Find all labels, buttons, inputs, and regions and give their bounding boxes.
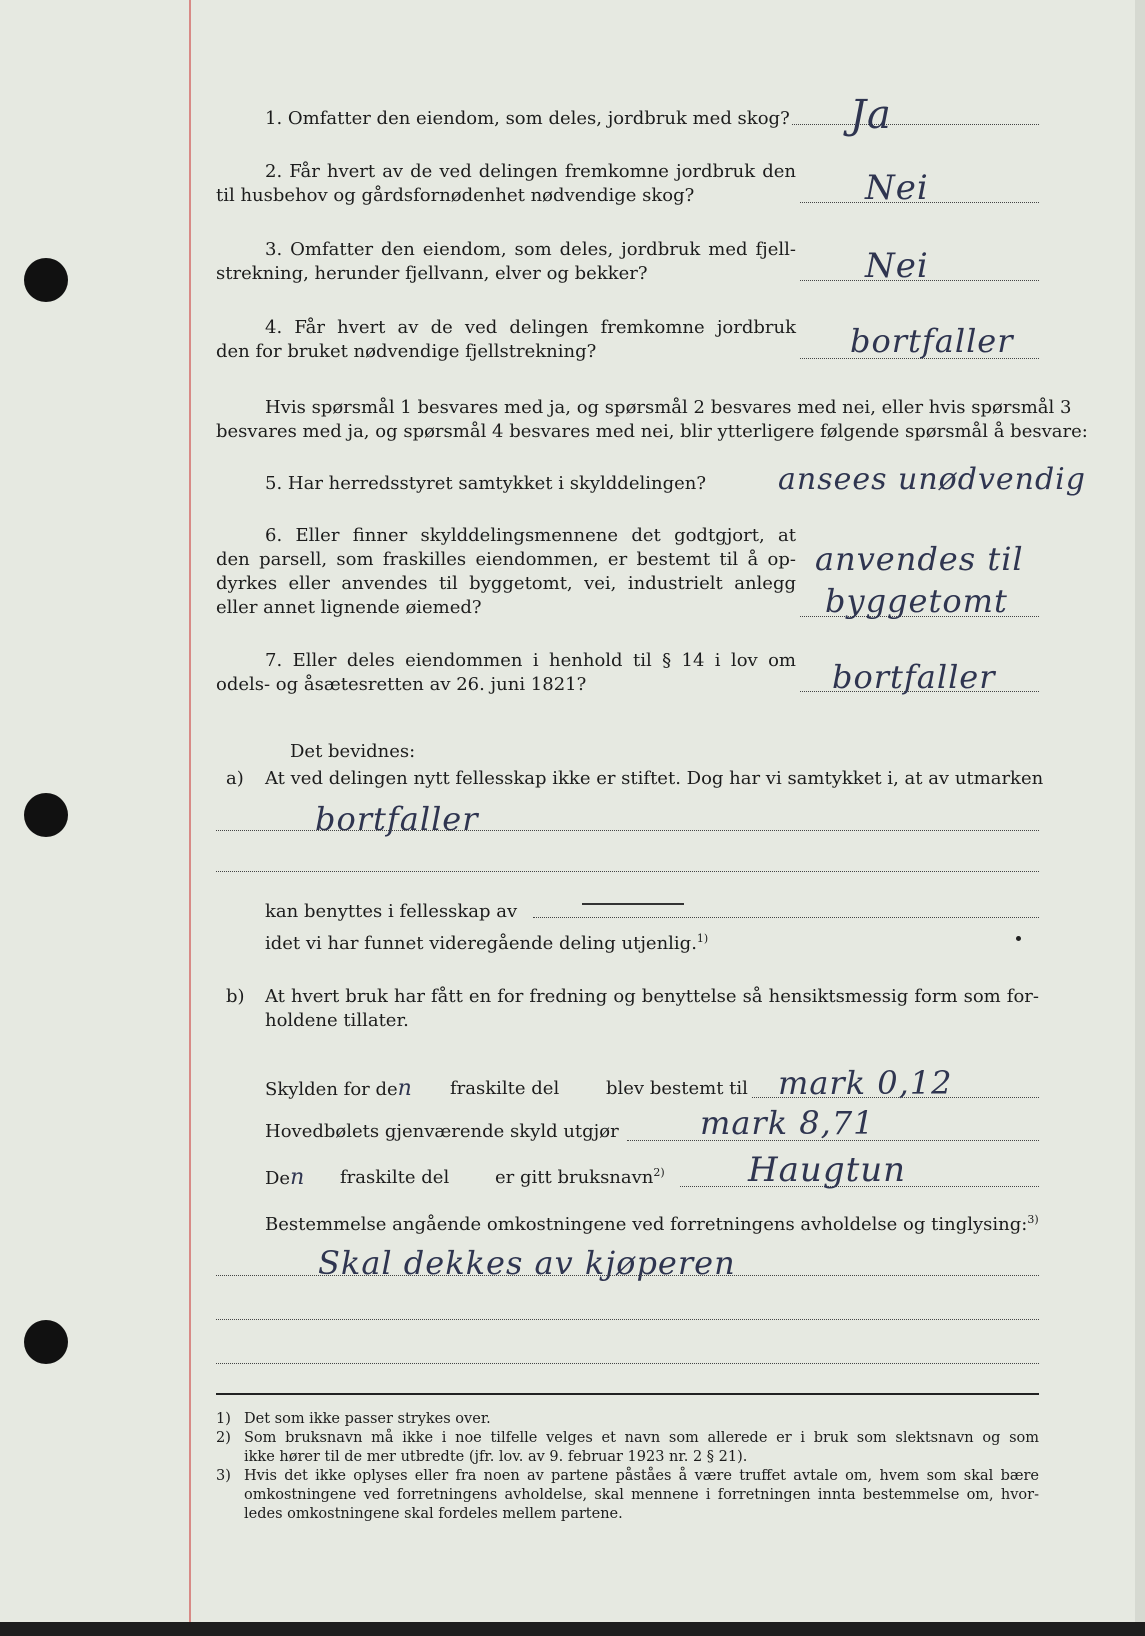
den-fraskilte: fraskilte del [340,1167,450,1188]
bestemmelse-line-3 [216,1363,1039,1364]
den-label: Den [265,1165,305,1190]
question-1: 1. Omfatter den eiendom, som deles, jordbruk med skog? [265,108,790,129]
skyld-bestemt: blev bestemt til [606,1078,748,1099]
answer-7: bortfaller [832,658,996,696]
answer-5: ansees unødvendig [778,462,1086,497]
bruksnavn-label: er gitt bruksnavn$^{2)}$ [495,1166,665,1188]
question-7: 7. Eller deles eiendommen i henhold til § 14 i lov om odels- og åsætesretten av 26. juni 1821? [216,650,796,695]
skyld-fraskilte: fraskilte del [450,1078,560,1099]
item-a-answer: bortfaller [315,800,479,838]
question-6: 6. Eller finner skylddelingsmennene det godtgjort, at den parsell, som fraskilles eiendommen, er bestemt til å op- dyrkes eller anvendes til byggetomt, vei, industrielt anlegg eller annet lignende øiemed? [216,525,796,618]
ink-speck [1016,936,1021,941]
footnote-rule [216,1393,1039,1395]
answer-1: Ja [850,92,892,138]
bruksnavn-value: Haugtun [748,1150,907,1190]
punch-hole-middle [24,793,68,837]
bestemmelse-label: Bestemmelse angående omkostningene ved forretningens avholdelse og tinglysing:$^{3)}$ [265,1213,1039,1235]
item-b-text: At hvert bruk har fått en for fredning og benyttelse så hensiktsmessig form som for- holdene tillater. [265,986,1039,1031]
skyld-label: Skylden for den [265,1076,412,1101]
bestemmelse-value: Skal dekkes av kjøperen [318,1244,736,1282]
bestemmelse-line-1 [216,1275,1039,1276]
punch-hole-bottom [24,1320,68,1364]
answer-3: Nei [865,246,929,286]
kan-benyttes-label: kan benyttes i fellesskap av [265,901,518,922]
kan-benyttes-dash [582,903,684,905]
answer-6-line-1: anvendes til [815,540,1024,578]
scan-border [0,1622,1145,1636]
hovedbol-value: mark 8,71 [700,1104,875,1142]
question-4: 4. Får hvert av de ved delingen fremkomne jordbruk den for bruket nødvendige fjellstrekning? [216,317,796,362]
answer-2: Nei [865,168,929,208]
item-a-line-2 [216,871,1039,872]
intro-paragraph: Hvis spørsmål 1 besvares med ja, og spørsmål 2 besvares med nei, eller hvis spørsmål 3 besvares med ja, og spørsmål 4 besvares med nei, blir ytterligere følgende spørsmål å besvare: [216,397,1088,442]
question-2: 2. Får hvert av de ved delingen fremkomne jordbruk den til husbehov og gårdsfornødenhet nødvendige skog? [216,161,796,206]
question-3: 3. Omfatter den eiendom, som deles, jordbruk med fjell- strekning, herunder fjellvann, elver og bekker? [216,239,796,284]
bestemmelse-line-2 [216,1319,1039,1320]
punch-hole-top [24,258,68,302]
kan-benyttes-line [533,917,1039,918]
item-a-text: At ved delingen nytt fellesskap ikke er stiftet. Dog har vi samtykket i, at av utmarken [265,768,1044,789]
item-b-label: b) [226,986,245,1007]
document-page: 1. Omfatter den eiendom, som deles, jordbruk med skog? Ja 2. Får hvert av de ved delingen fremkomne jordbruk den til husbehov og gårdsfornødenhet nødvendige skog? Nei 3. Omfatter den eiendom, som deles, jordbruk med fjell- strekning, herunder fjellvann, elver og bekker? Nei 4. Får hvert av de ved delingen fremkomne jordbruk den for bruket nødvendige fjellstrekning? bortfaller Hvis spørsmål 1 besvares med ja, og spørsmål 2 besvares med nei, eller hvis spørsmål 3 besvares med ja, og spørsmål 4 besvares med nei, blir ytterligere følgende spørsmål å besvare: 5. Har herredsstyret samtykket i skylddelingen? ansees unødvendig 6. Eller finner skylddelingsmennene det godtgjort, at den parsell, som fraskilles eiendommen, er bestemt til å op- dyrkes eller anvendes til byggetomt, vei, industrielt anlegg eller annet lignende øiemed? anvendes til byggetomt 7. Eller deles eiendommen i henhold til § 14 i lov om odels- og åsætesretten av 26. juni 1821? bortfaller Det bevidnes: a) At ved delingen nytt fellesskap ikke er stiftet. Dog har vi samtykket i, at av utmarken bortfaller kan benyttes i fellesskap av idet vi har funnet videregående deling utjenlig.$^{1)}$ b) At hvert bruk har fått en for fredning og benyttelse så hensiktsmessig form som for- holdene tillater. Skylden for den fraskilte del blev bestemt til mark 0,12 Hovedbølets gjenværende skyld utgjør mark 8,71 Den fraskilte del er gitt bruksnavn$^{2)}$ Haugtun Bestemmelse angående omkostningene ved forretningens avholdelse og tinglysing:$^{3)}$ Skal dekkes av kjøperen 1) Det som ikke passer strykes over. 2) Som bruksnavn må ikke i noe tilfelle velges et navn som allerede er i bruk som slektsnavn og som ikke hører til de mer utbredte (jfr. lov. av 9. februar 1923 nr. 2 § 21). 3) Hvis det ikke oplyses eller fra noen av partene påståes å være truffet avtale om, hvem som skal bære omkostningene ved forretningens avholdelse, skal mennene i forretningen innta bestemmelse om, hvor- ledes omkostningene skal fordeles mellem partene. [0,0,1145,1636]
margin-line [189,0,191,1636]
answer-4: bortfaller [850,322,1014,360]
question-5: 5. Har herredsstyret samtykket i skylddelingen? [265,473,706,494]
item-a-line-1 [216,830,1039,831]
item-a-label: a) [226,768,244,789]
bevidnes-heading: Det bevidnes: [290,741,416,762]
skyld-value: mark 0,12 [778,1064,953,1102]
answer-6-line-2: byggetomt [825,582,1008,620]
answer-line-1 [792,124,1039,125]
page-edge [1135,0,1145,1636]
idet-text: idet vi har funnet videregående deling utjenlig.$^{1)}$ [265,932,709,954]
hovedbol-label: Hovedbølets gjenværende skyld utgjør [265,1121,619,1142]
